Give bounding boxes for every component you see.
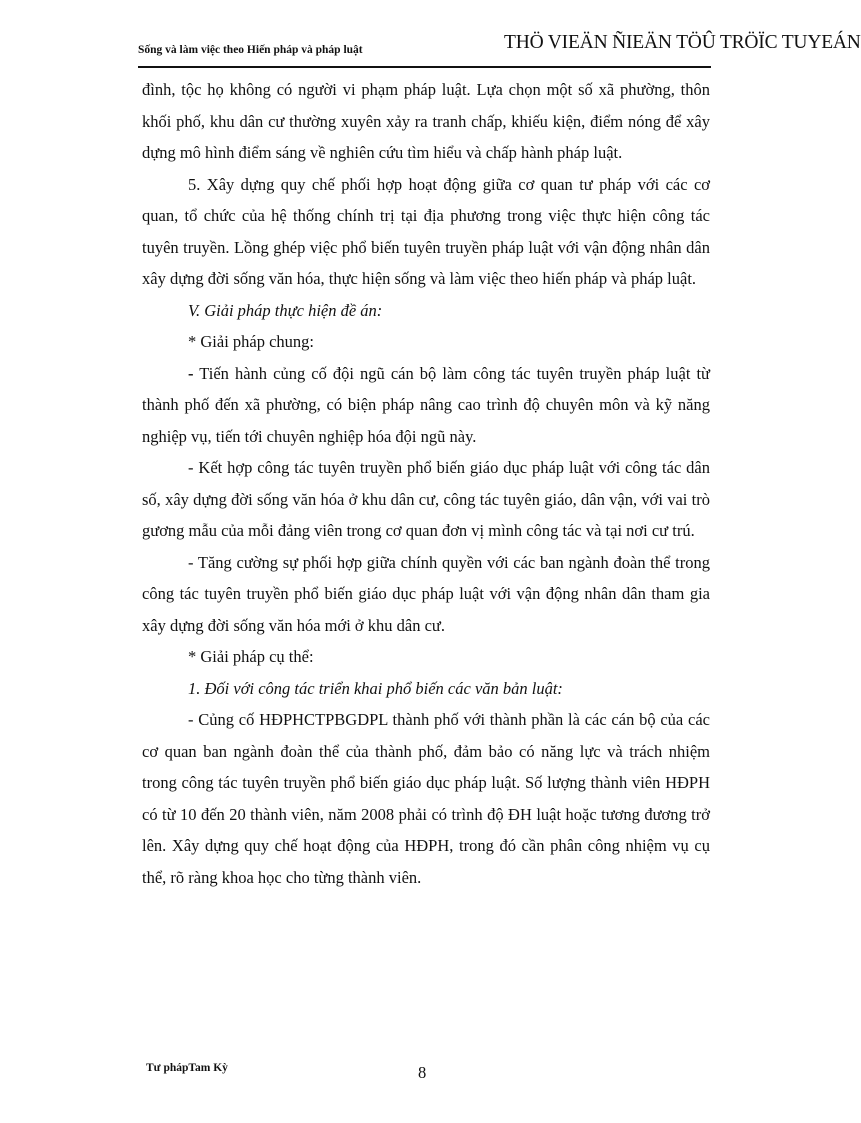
subheading-specific-solutions: * Giải pháp cụ thể: xyxy=(188,647,314,666)
section-heading-solutions: V. Giải pháp thực hiện đề án: xyxy=(188,300,383,320)
subheading-law-dissemination: 1. Đối với công tác triển khai phổ biến các văn bản luật: xyxy=(188,678,563,698)
paragraph-item-5: 5. Xây dựng quy chế phối hợp hoạt động giữa cơ quan tư pháp với các cơ quan, tổ chức của hệ thống chính trị tại địa phương trong việc thực hiện công tác tuyên truyền. Lồng ghép việc phổ biến tuyên truyền pháp luật với vận động nhân dân xây dựng đời sống văn hóa, thực hiện sống và làm việc theo hiến pháp và pháp luật. xyxy=(142,174,710,288)
body-text xyxy=(142,74,710,893)
paragraph-general-1 xyxy=(142,358,710,453)
header-divider xyxy=(138,66,711,68)
bold-dash: - xyxy=(188,363,194,383)
footer-organization: Tư phápTam Kỳ xyxy=(146,1062,228,1074)
running-header-title: Sống và làm việc theo Hiến pháp và pháp luật xyxy=(138,44,363,56)
paragraph-general-3: - Tăng cường sự phối hợp giữa chính quyền với các ban ngành đoàn thể trong công tác tuyên truyền phổ biến giáo dục pháp luật với vận động nhân dân tham gia xây dựng đời sống văn hóa mới ở khu dân cư. xyxy=(142,552,710,635)
paragraph-general-1-text: Tiến hành củng cố đội ngũ cán bộ làm công tác tuyên truyền pháp luật từ thành phố đến xã phường, có biện pháp nâng cao trình độ chuyên môn và kỹ năng nghiệp vụ, tiến tới chuyên nghiệp hóa đội ngũ này. xyxy=(142,363,710,446)
page-number: 8 xyxy=(418,1063,427,1082)
header-library-banner: THÖ VIEÄN ÑIEÄN TÖÛ TRÖÏC TUYEÁN xyxy=(504,32,861,53)
subheading-general-solutions: * Giải pháp chung: xyxy=(188,332,315,351)
paragraph-specific-1: - Củng cố HĐPHCTPBGDPL thành phố với thành phần là các cán bộ của các cơ quan ban ngành đoàn thể của thành phố, đảm bảo có năng lực và trách nhiệm trong công tác tuyên truyền phổ biến giáo dục pháp luật. Số lượng thành viên HĐPH có từ 10 đến 20 thành viên, năm 2008 phải có trình độ ĐH luật hoặc tương đương trở lên. Xây dựng quy chế hoạt động của HĐPH, trong đó cần phân công nhiệm vụ cụ thể, rõ ràng khoa học cho từng thành viên. xyxy=(142,710,710,887)
paragraph-continuation: đình, tộc họ không có người vi phạm pháp luật. Lựa chọn một số xã phường, thôn khối phố, khu dân cư thường xuyên xảy ra tranh chấp, khiếu kiện, điểm nóng để xây dựng mô hình điểm sáng về nghiên cứu tìm hiểu và chấp hành pháp luật. xyxy=(142,80,710,162)
paragraph-general-2: - Kết hợp công tác tuyên truyền phổ biến giáo dục pháp luật với công tác dân số, xây dựng đời sống văn hóa ở khu dân cư, công tác tuyên giáo, dân vận, với vai trò gương mẫu của mỗi đảng viên trong cơ quan đơn vị mình công tác và tại nơi cư trú. xyxy=(142,458,710,540)
